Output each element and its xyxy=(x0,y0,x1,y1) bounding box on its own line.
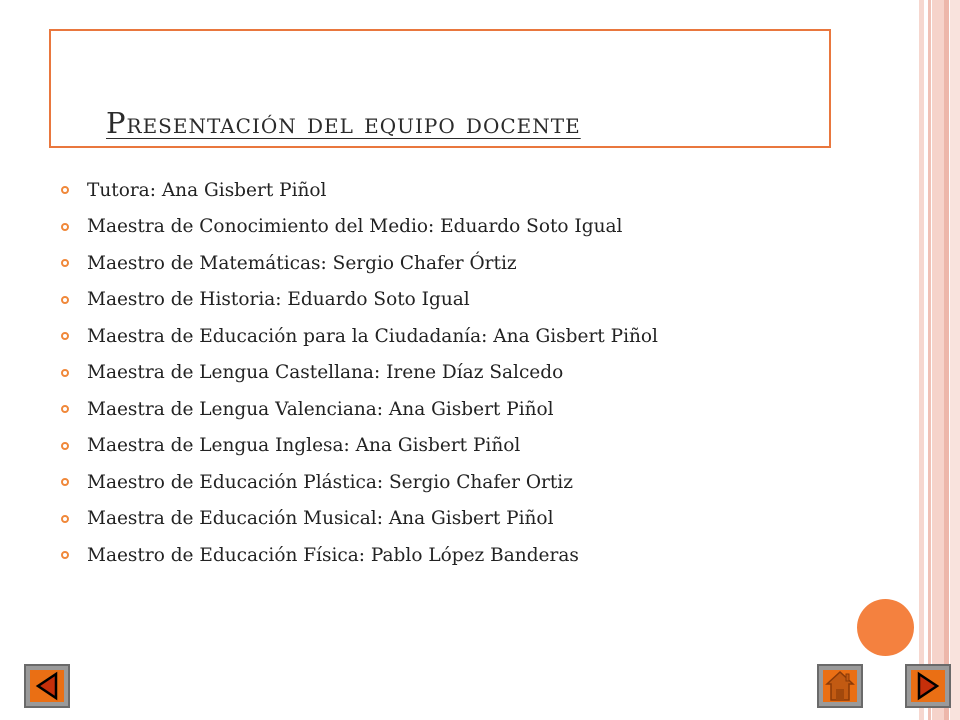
list-item xyxy=(60,172,658,209)
bullet-icon xyxy=(61,478,69,486)
list-item-text: Maestra de Conocimiento del Medio: Eduardo Soto Igual xyxy=(87,216,623,238)
slide-title: Presentación del equipo docente xyxy=(106,106,581,140)
list-item xyxy=(60,209,658,246)
decorative-stripe xyxy=(932,0,944,720)
bullet-icon xyxy=(61,369,69,377)
bullet-icon xyxy=(61,223,69,231)
next-slide-button[interactable] xyxy=(905,664,951,708)
home-button[interactable] xyxy=(817,664,863,708)
decorative-stripe xyxy=(919,0,924,720)
decorative-stripe xyxy=(944,0,949,720)
list-item xyxy=(60,391,658,428)
list-item xyxy=(60,355,658,392)
staff-list xyxy=(60,172,658,574)
home-icon xyxy=(819,666,861,706)
list-item-text: Maestra de Lengua Inglesa: Ana Gisbert Piñol xyxy=(87,435,521,457)
bullet-icon xyxy=(61,296,69,304)
decorative-stripe xyxy=(928,0,931,720)
list-item-text: Maestro de Educación Plástica: Sergio Chafer Ortiz xyxy=(87,471,573,493)
arrow-left-icon xyxy=(26,666,68,706)
list-item xyxy=(60,282,658,319)
bullet-icon xyxy=(61,259,69,267)
previous-slide-button[interactable] xyxy=(24,664,70,708)
list-item xyxy=(60,464,658,501)
bullet-icon xyxy=(61,405,69,413)
arrow-right-icon xyxy=(907,666,949,706)
list-item xyxy=(60,537,658,574)
list-item-text: Maestra de Educación para la Ciudadanía: Ana Gisbert Piñol xyxy=(87,325,658,347)
decorative-circle xyxy=(857,599,914,656)
list-item-text: Tutora: Ana Gisbert Piñol xyxy=(87,179,327,201)
list-item xyxy=(60,428,658,465)
list-item-text: Maestro de Matemáticas: Sergio Chafer Órtiz xyxy=(87,252,517,274)
list-item-text: Maestro de Educación Física: Pablo López Banderas xyxy=(87,544,579,566)
list-item-text: Maestra de Lengua Castellana: Irene Díaz Salcedo xyxy=(87,362,564,384)
list-item-text: Maestra de Educación Musical: Ana Gisbert Piñol xyxy=(87,508,554,530)
list-item xyxy=(60,501,658,538)
bullet-icon xyxy=(61,442,69,450)
list-item-text: Maestro de Historia: Eduardo Soto Igual xyxy=(87,289,470,311)
list-item xyxy=(60,318,658,355)
bullet-icon xyxy=(61,551,69,559)
decorative-stripe xyxy=(950,0,960,720)
list-item-text: Maestra de Lengua Valenciana: Ana Gisbert Piñol xyxy=(87,398,554,420)
title-box xyxy=(49,29,831,148)
list-item xyxy=(60,245,658,282)
bullet-icon xyxy=(61,515,69,523)
bullet-icon xyxy=(61,332,69,340)
bullet-icon xyxy=(61,186,69,194)
